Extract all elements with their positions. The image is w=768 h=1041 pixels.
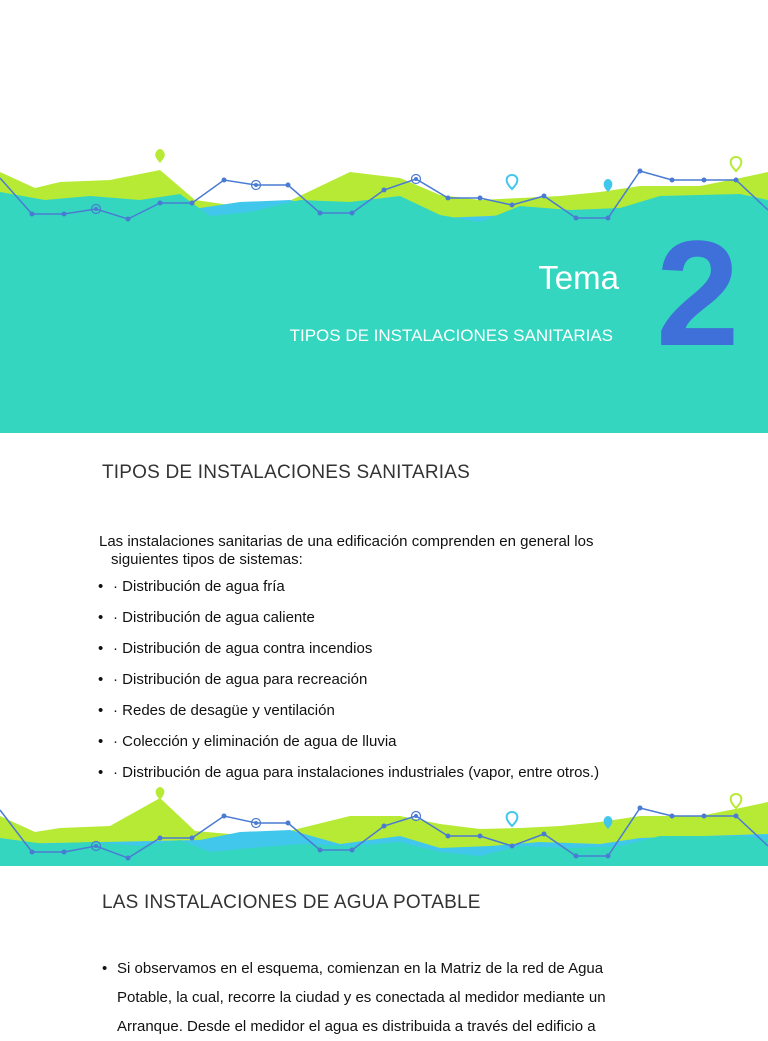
content-slide-types xyxy=(0,433,768,866)
intro-line-1: Las instalaciones sanitarias de una edificación comprenden en general los xyxy=(99,533,594,550)
system-types-list xyxy=(98,578,599,795)
intro-paragraph xyxy=(99,533,659,569)
list-item: • · Colección y eliminación de agua de lluvia xyxy=(98,733,397,750)
body-paragraph xyxy=(102,954,662,1041)
bullet-icon: • xyxy=(98,764,104,781)
title-slide xyxy=(0,0,768,433)
slide-subtitle: TIPOS DE INSTALACIONES SANITARIAS xyxy=(289,326,613,345)
slide-title: Tema xyxy=(538,259,619,296)
bullet-icon: • xyxy=(98,609,104,626)
bullet-icon: • xyxy=(102,960,108,977)
content-slide-potable-water xyxy=(0,866,768,1035)
paragraph-text: Si observamos en el esquema, comienzan en la Matriz de la red de Agua Potable, la cual, recorre la ciudad y es conectada al medidor mediante un Arranque. Desde el medidor el agua es distribuida a través del edificio a xyxy=(117,960,606,1035)
section-heading: TIPOS DE INSTALACIONES SANITARIAS xyxy=(102,462,471,483)
bullet-icon: • xyxy=(98,578,104,595)
section-heading: LAS INSTALACIONES DE AGUA POTABLE xyxy=(102,892,481,913)
bullet-icon: • xyxy=(98,671,104,688)
bullet-icon: • xyxy=(98,733,104,750)
topic-number: 2 xyxy=(656,209,740,377)
list-item: • · Distribución de agua caliente xyxy=(98,609,315,626)
list-item: • · Distribución de agua para instalaciones industriales (vapor, entre otros.) xyxy=(98,764,600,781)
bullet-icon: • xyxy=(98,640,104,657)
list-item: • · Distribución de agua fría xyxy=(98,578,285,595)
list-item: • · Redes de desagüe y ventilación xyxy=(98,702,335,719)
bullet-icon: • xyxy=(98,702,104,719)
list-item: • · Distribución de agua contra incendios xyxy=(98,640,373,657)
intro-line-2: siguientes tipos de sistemas: xyxy=(111,551,303,568)
decorative-wave-banner xyxy=(0,0,768,240)
list-item: • · Distribución de agua para recreación xyxy=(98,671,368,688)
decorative-wave-footer xyxy=(0,786,768,866)
